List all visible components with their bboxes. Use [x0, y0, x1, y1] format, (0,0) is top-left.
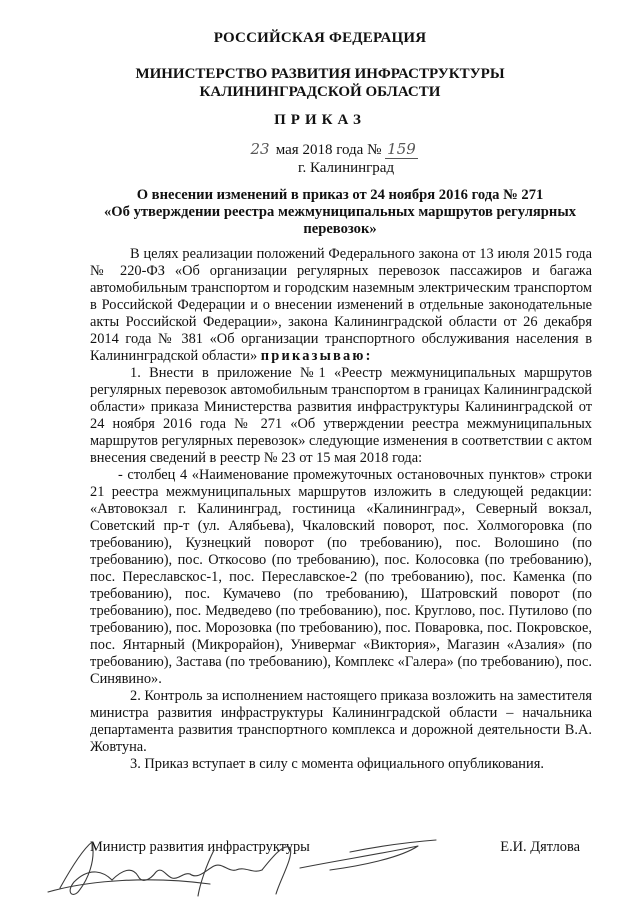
signature-stroke-6	[48, 880, 210, 892]
signature-stroke-3	[190, 865, 262, 876]
order-heading: ПРИКАЗ	[274, 112, 366, 128]
order-city: г. Калининград	[298, 160, 395, 176]
prikazyvayu-word: приказываю:	[260, 348, 373, 364]
order-body	[90, 246, 592, 773]
preamble-text: В целях реализации положений Федерального закона от 13 июля 2015 года № 220-ФЗ «Об организации регулярных перевозок пассажиров и багажа автомобильным транспортом и городским наземным электрическим транспортом в Российской Федерации и о внесении изменений в отдельные законодательные акты Российской Федерации», закона Калининградской области от 26 декабря 2014 года № 381 «Об организации транспортного обслуживания населения в Калининградской области»	[90, 246, 592, 364]
item-1-paragraph: 1. Внести в приложение №1 «Реестр межмуниципальных маршрутов регулярных перевозок автомобильным транспортом в границах Калининградской области» приказа Министерства развития инфраструктуры Калининградской от 24 ноября 2016 года № 271 «Об утверждении реестра межмуниципальных маршрутов регулярных перевозок» следующие изменения в соответствии с актом внесения сведений в реестр № 23 от 15 мая 2018 года:	[90, 365, 592, 466]
ministry-line-1: МИНИСТЕРСТВО РАЗВИТИЯ ИНФРАСТРУКТУРЫ	[135, 66, 505, 82]
signatory-title: Министр развития инфраструктуры	[90, 839, 310, 855]
signature-stroke-4	[198, 850, 214, 896]
order-month-year: мая 2018 года №	[275, 142, 382, 158]
preamble-paragraph	[90, 246, 592, 365]
federation-heading: РОССИЙСКАЯ ФЕДЕРАЦИЯ	[213, 30, 427, 46]
signature-stroke-7	[300, 846, 418, 870]
item-1-dash-paragraph: - столбец 4 «Наименование промежуточных остановочных пунктов» строки 21 реестра межмуниципальных маршрутов изложить в следующей редакции: «Автовокзал г. Калининград, гостиница «Калининград», Северный вокзал, Советский пр-т (ул. Алябьева), Чкаловский поворот, пос. Холмогоровка (по требованию), Кузнецкий поворот (по требованию), пос. Волошино (по требованию), пос. Откосово (по требованию), пос. Колосовка (по требованию), пос. Переславскос-1, пос. Переславское-2 (по требованию), пос. Каменка (по требованию), пос. Кумачево (по требованию), Шатровский поворот (по требованию), пос. Медведево (по требованию), пос. Круглово, пос. Путилово (по требованию), пос. Морозовка (по требованию), пос. Поваровка, пос. Покровское, пос. Янтарный (Микрорайон), Универмаг «Виктория», Магазин «Азалия» (по требованию), Застава (по требованию), Комплекс «Галера» (по требованию), пос. Синявино».	[90, 467, 592, 687]
handwritten-day: 23	[250, 140, 270, 158]
order-subject	[90, 187, 590, 238]
subject-line-2: «Об утверждении реестра межмуниципальных маршрутов регулярных перевозок»	[103, 204, 577, 237]
item-2-paragraph: 2. Контроль за исполнением настоящего приказа возложить на заместителя министра развития инфраструктуры Калининградской области – начальника департамента развития транспортного комплекса и дорожной деятельности В.А. Жовтуна.	[90, 688, 592, 755]
signatory-name: Е.И. Дятлова	[500, 839, 580, 855]
handwritten-order-number: 159	[387, 140, 416, 158]
order-date-line	[248, 140, 418, 159]
signature-stroke-2	[112, 870, 190, 880]
item-3-paragraph: 3. Приказ вступает в силу с момента официального опубликования.	[130, 756, 544, 772]
ministry-heading	[0, 65, 640, 101]
signature-stroke-8	[350, 840, 436, 852]
subject-line-1: О внесении изменений в приказ от 24 ноября 2016 года № 271	[136, 187, 544, 203]
ministry-line-2: КАЛИНИНГРАДСКОЙ ОБЛАСТИ	[199, 84, 441, 100]
